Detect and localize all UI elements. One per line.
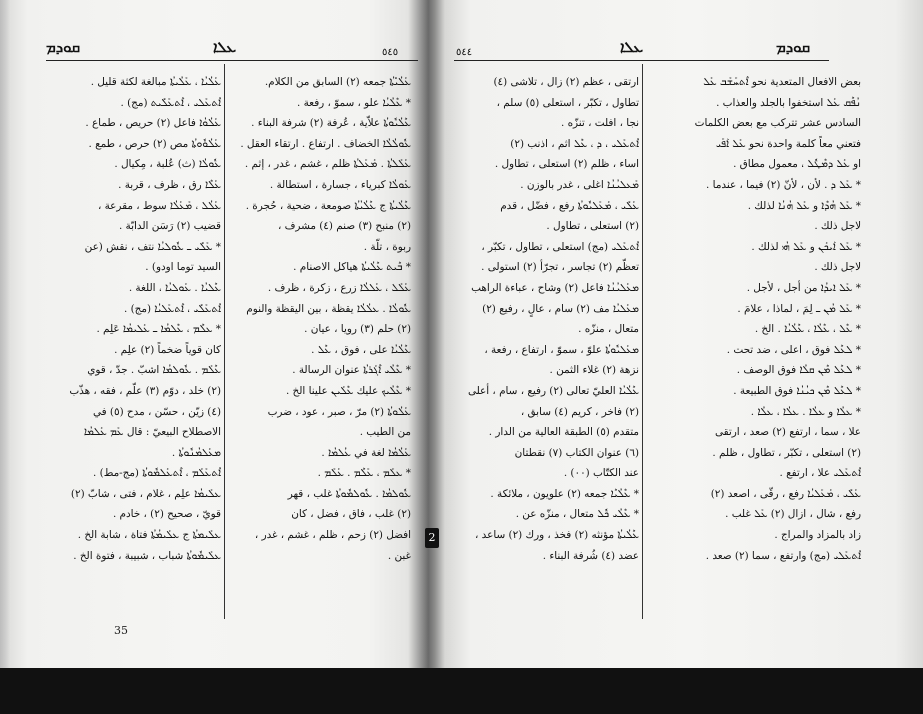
running-header-center: ܥܠܐ — [213, 38, 237, 56]
entry-line: * ܠܥܶܠ فوق ، اعلى ، ضد تحت . — [726, 343, 861, 356]
entry-line: ܥܶܠܝܳܐ . ܥܰܘܠܝܳܐ ، اللغة . — [128, 281, 221, 294]
entry-line: * ܥܰܠ ܐܰܝܟܰܢ و ܥܰܠ ܗܳܝ لذلك . — [751, 240, 861, 253]
page-number: ٥٤٥ — [382, 47, 399, 58]
entry-line: ܐܶܬܥܰܠܝ ، ܕ ، ܥܶܠ اثم ، اذنب (٢) — [510, 137, 639, 150]
entry-line: نجا ، افلت ، تنزّه . — [561, 117, 639, 130]
entry-line: ܥܰܠܳܘܬܳܐ (٢) مرّ ، صبر ، عود ، ضرب — [267, 405, 411, 418]
entry-line: بعض الافعال المتعدية نحو ܐܶܬܚܰܫܰܒ ܥܰܠ — [703, 76, 861, 88]
entry-line: * ܥܰܠ ܕ . لأن ، لأنّ (٢) فيما ، عندما . — [706, 178, 861, 191]
entry-line: علا ، سما ، ارتفع (٢) صعد ، ارتقى — [714, 426, 861, 439]
entry-line: كان قوياً ضخماً (٢) علِم . — [114, 343, 221, 356]
page-number: ٥٤٤ — [456, 47, 473, 58]
entry-line: * ܥܶܠܳܝܟ عليك ܥܶܠܰܝܢ علينا الخ . — [285, 384, 411, 397]
entry-line: السيد توما اودو) . — [145, 261, 221, 274]
entry-line: نزهة (٢) غلاء الثمن . — [549, 364, 639, 377]
entry-line: * ܥܶܠ ، ܥܶܠܳܐ ، ܥܶܠܳܝܳܐ . الخ . — [754, 323, 861, 336]
page-edge — [0, 0, 10, 668]
entry-line: افضل (٢) زحم ، ظلم ، غشم ، غدر ، — [254, 529, 411, 542]
entry-line: قضيب (٢) رَسَن الدابّة . — [118, 220, 221, 233]
entry-line: ܥܰܠܳܝܳܐ ، ܥܰܠܳܝܬܳܐ مبالغة لكثة قليل . — [90, 76, 221, 88]
entry-line: * ܥܶܠܳܝ ܟܽܠ متعال ، منزّه عن . — [515, 508, 639, 521]
entry-line: اساء ، ظلم (٢) استعلى ، تطاول . — [494, 158, 639, 171]
entry-line: عضد (٤) شُرفة البناء . — [542, 549, 639, 562]
entry-line: * ܥܰܠ ܗܳܕܶܐ و ܥܰܠ ܗܳܢܳܐ لذلك . — [747, 199, 861, 212]
entry-line: تعظّم (٢) تجاسر ، تجرّأ (٢) استولى . — [481, 261, 639, 274]
entry-line: * ܥܶܠܳܝܳܐ علو ، سموّ ، رفعة . — [297, 96, 411, 109]
entry-line: ܥܽܘܠܳܐ . ܥܠܳܠܳܐ يقظة ، بين اليقظة والنوم — [246, 302, 411, 315]
entry-line: ܐܶܬܥܰܠܝ (مج) استعلى ، تطاول ، تكبّر ، — [481, 240, 639, 253]
entry-line: فتعني معاً كلمة واحدة نحو ܥܰܠ ܐܰܦܰܝ — [715, 137, 861, 150]
entry-line: ܥܠܰܝܡܳܐ علِم ، غلام ، فتى ، شابّ (٢) — [70, 487, 221, 500]
entry-line: ܥܰܠܺܝ ، ܡܰܥܰܠܝܽܘܬܳܐ رفع ، فضّل ، قدم — [500, 199, 639, 212]
entry-line: ܥܶܠܳܝܳܐ على ، فوق ، ܥܶܠ . — [311, 343, 411, 356]
entry-line: الاصطلاح البيعيّ : قال ܥܰܡ ܥܰܠܡܳܐ — [83, 426, 221, 439]
entry-line: لاجل ذلك . — [814, 220, 861, 233]
header-rule — [454, 60, 829, 61]
entry-line: * ܥܶܠܳܝܶܐ جمعه (٢) علويون ، ملائكة . — [490, 487, 639, 500]
entry-line: لاجل ذلك . — [814, 261, 861, 274]
entry-line: متعال ، منزّه . — [578, 323, 639, 336]
entry-line: ܥܰܠܳܡܳܐ لغة في ܥܳܠܡܳܐ . — [321, 446, 411, 459]
entry-line: ܥܰܠܰܠ ، ܥܰܠܠܳܐ زرع ، زكرة ، ظرف . — [267, 281, 411, 294]
entry-line: ܐܶܬܥܰܠܝ (مج) وارتفع ، سما (٢) صعد . — [705, 549, 861, 562]
entry-line: * ܥܠܰܡ ، ܥܰܠܶܡ . ܥܰܠܰܡ . — [317, 467, 411, 480]
entry-line: ܥܶܠܳܝܳܐ العليّ تعالى (٢) رفيع ، سام ، أعلى — [467, 384, 639, 397]
entry-line: (٢) استعلى ، تكبّر ، تطاول ، ظلم . — [712, 446, 861, 459]
running-header-left: ܩܘܕܡ — [46, 38, 81, 56]
entry-line: * ܠܥܶܠ ܡܶܢ ܟܝܳܢܳܐ فوق الطبيعة . — [733, 384, 861, 397]
entry-line: عند الكتّاب (٠٠) . — [563, 467, 639, 480]
entry-line: رفع ، شال ، ازال (٢) ܥܰܠ غلب . — [725, 508, 861, 521]
entry-line: ܐܶܬܥܰܠܝ ، ܐܶܬܥܰܠܺܝܬ (مج) . — [120, 96, 221, 109]
entry-line: ܢܳܦܶܩ ܥܰܠ استخفوا بالجلد والعذاب . — [716, 96, 861, 109]
entry-line: زاد بالمزاد والمراج . — [774, 529, 861, 542]
entry-line: ܐܶܬܥܰܠܝ علا ، ارتفع . — [779, 467, 861, 480]
entry-line: * ܠܥܶܠ ܡܶܢ ܩܠܳܐ فوق الوصف . — [736, 364, 861, 377]
entry-line: * ܒܶܝܬ ܥܶܠܳܝܬܳܐ هياكل الاصنام . — [293, 261, 411, 274]
entry-line: * ܥܠܶܡ ، ܥܶܠܡܳܐ ـ ܥܰܠܝܡܳܐ عَلِم . — [96, 323, 221, 336]
entry-line: ܥܰܠܳܘܽܘܬܳܐ مص (٢) حرص ، طمع . — [88, 137, 221, 150]
entry-line: غبن . — [387, 549, 411, 562]
entry-line: ܥܽܘܠܡܳܐ . ܥܽܘܠܡܽܘܬܳܐ غلب ، قهر — [287, 487, 411, 500]
column-left — [453, 72, 639, 566]
entry-line: السادس عشر تتركب مع بعض الكلمات — [694, 117, 861, 130]
entry-line: ܥܶܠܳܝܬܳܐ مؤنثه (٢) فخذ ، ورك (٢) ساعد ، — [475, 529, 639, 542]
gutter-marker: 2 — [425, 528, 439, 548]
entry-line: ܡܰܥܠܝܳܢܳܐ اغلى ، غدر بالوزن . — [520, 178, 639, 191]
entry-line: من الطيب . — [359, 426, 411, 439]
column-right — [228, 72, 411, 566]
entry-line: ܥܰܠܶܐ رق ، ظرف ، قربة . — [118, 178, 221, 191]
entry-line: متقدم (٥) الطبقة العالية من الدار . — [488, 426, 639, 439]
entry-line: (٢) غلب ، فاق ، فضل ، كان — [291, 508, 411, 521]
entry-line: ܥܰܠܳܘܳܐ فاعل (٢) حريص ، طماع . — [85, 117, 221, 130]
entry-line: ܡܥܰܠܝܳܐ مف (٢) سام ، عالٍ ، رفيع (٢) — [482, 302, 639, 315]
entry-line: ܥܶܠܰܡ . ܥܽܘܠܡܳܐ اشبّ . جدّ ، قوي — [87, 364, 221, 377]
entry-line: (٦) عنوان الكتاب (٧) نقطتان — [514, 446, 639, 459]
entry-line: قويّ ، صحيح (٢) ، خادم . — [112, 508, 221, 521]
entry-line: ܐܶܬܥܰܠܰܡ ، ܐܶܬܥܰܠܡܽܘܬܳܐ (مج-مط) . — [93, 467, 221, 480]
column-divider — [642, 64, 643, 619]
entry-line: * ܥܰܠܺܝ ـ ܥܽܘܠܝܳܐ نتف ، نقش (عن — [84, 240, 221, 253]
entry-line: * ܥܰܠ ܡܳܢ ـ لِمَ ، لماذا ، علامَ . — [737, 302, 861, 315]
left-page — [10, 0, 411, 668]
entry-line: ربوة ، تلّة . — [363, 240, 411, 253]
entry-line: ܥܰܠܳܠ ، ܡܰܥܰܠܳܐ سوط ، مقرعة ، — [97, 199, 221, 212]
header-rule — [46, 60, 418, 61]
column-left — [42, 72, 221, 566]
entry-line: * ܥܠܳܐ و ܥܠܳܐ . ܥܠܳܐ ، ܥܠܳܐ . — [750, 405, 861, 418]
entry-line: (٢) استعلى ، تطاول . — [546, 220, 639, 233]
entry-line: (٤) زيّن ، حسّن ، مدح (٥) في — [92, 405, 221, 418]
entry-line: او ܥܰܠ ܕܡܶܛܽܠ ، معمول مطاق . — [733, 158, 861, 171]
entry-line: (٢) فاخر ، كريم (٤) سابق ، — [520, 405, 639, 418]
entry-line: ܥܶܠܳܝܬܳܐ ج ܥܶܠܳܝܳܬܳܐ صومعة ، ضحية ، حُجرة . — [245, 199, 411, 212]
entry-line: ܥܶܠܳܝܽܘܬܳܐ علاّية ، عُرفة (٢) شرفة البناء . — [251, 117, 411, 130]
entry-line: ܥܰܠܺܝ ، ܡܰܥܰܠܝܳܐ رفع ، رقّى ، اصعد (٢) — [710, 487, 861, 500]
column-divider — [224, 64, 225, 619]
entry-line: ܡܥܰܠܡܳܢܽܘܬܳܐ . — [171, 446, 221, 459]
entry-line: (٢) حلم (٣) رويا ، عيان . — [304, 323, 411, 336]
entry-line: تطاول ، تكبّر ، استعلى (٥) سلم ، — [496, 96, 639, 109]
running-header-center: ܥܠܐ — [620, 38, 644, 56]
right-page — [448, 0, 913, 668]
entry-line: ܥܰܠܳܝܺܬܳܐ جمعه (٢) السابق من الكلام. — [264, 76, 411, 88]
entry-line: ܡܥܰܠܝܳܢܳܐ فاعل (٢) وشاح ، عباءة الراهب — [471, 281, 639, 294]
footer-number: 35 — [114, 624, 128, 637]
entry-line: ܥܽܘܠܳܐ (ث) عُلبة ، مِكيال . — [114, 158, 221, 171]
entry-line: * ܥܰܠ ܐܝܕܳܐ من أجل ، لأجل . — [746, 281, 861, 294]
scanner-bed-shadow — [0, 668, 923, 714]
entry-line: (٢) خلد ، دوّم (٣) علّم ، فقه ، هذّب — [69, 384, 221, 397]
entry-line: ܐܶܬܥܰܠܺܝ ، ܐܶܬܥܰܠܝܳܐ (مج) . — [124, 302, 221, 315]
entry-line: ܥܰܘܠܳܐ كبرياء ، جسارة ، استطالة . — [269, 178, 411, 191]
column-right — [646, 72, 861, 566]
entry-line: ܥܠܰܝܡܬܳܐ ج ܥܠܰܝܡܳܬܳܐ فتاة ، شابة الخ . — [77, 529, 221, 542]
entry-line: ارتقى ، عظم (٢) زال ، تلاشى (٤) — [493, 76, 639, 88]
entry-line: * ܥܶܠܳܝ ܐܶܓܰܪܬܳܐ عنوان الرسالة . — [292, 364, 411, 377]
entry-line: ܥܠܰܝܡܽܘܬܳܐ شباب ، شبيبة ، فتوة الخ . — [73, 549, 221, 562]
entry-line: (٢) منبح (٣) صنم (٤) مشرف ، — [277, 220, 411, 233]
entry-line: ܥܰܠܰܠܬܳܐ . ܡܰܥܰܠܬܳܐ ظلم ، غشم ، غدر ، إثم . — [244, 158, 411, 171]
entry-line: ܥܽܘܠܳܠܳܐ الخضاف . ارتفاع . ارتقاء العقل . — [240, 137, 411, 150]
running-header-right: ܩܘܕܡ — [776, 38, 811, 56]
entry-line: ܡܥܰܠܝܽܘܬܳܐ علوّ ، سموّ ، ارتفاع ، رفعة ، — [484, 343, 639, 356]
